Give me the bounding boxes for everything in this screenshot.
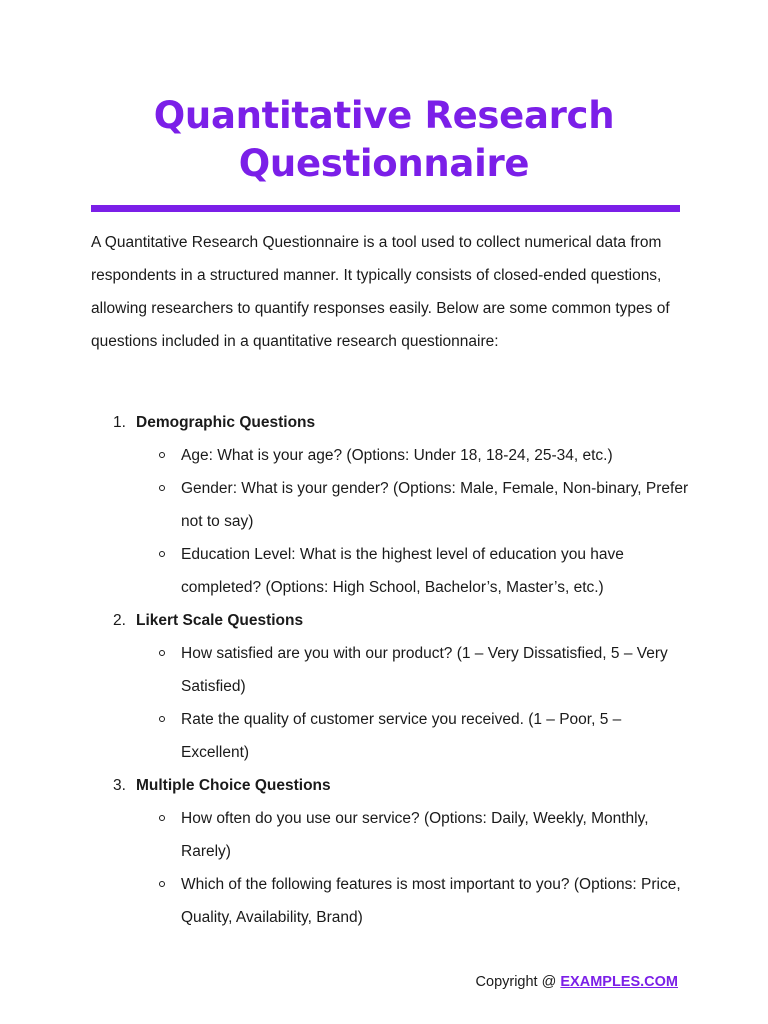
hollow-bullet-icon: [159, 551, 165, 557]
section-items: [91, 439, 691, 604]
examples-com-link[interactable]: EXAMPLES.COM: [560, 974, 678, 990]
list-item: [91, 439, 691, 472]
list-item: [91, 703, 691, 769]
section-items: [91, 802, 691, 934]
item-text: Rate the quality of customer service you received. (1 – Poor, 5 – Excellent): [181, 711, 622, 761]
section-number: 2.: [113, 612, 126, 629]
hollow-bullet-icon: [159, 716, 165, 722]
item-text: Education Level: What is the highest level of education you have completed? (Options: High School, Bachelor’s, Master’s, etc.): [181, 546, 624, 596]
section-number: 3.: [113, 777, 126, 794]
item-text: Gender: What is your gender? (Options: Male, Female, Non-binary, Prefer not to say): [181, 480, 689, 530]
section-heading: [91, 604, 691, 637]
section-items: [91, 637, 691, 769]
section-heading: [91, 769, 691, 802]
copyright-footer: [476, 971, 678, 993]
list-item: [91, 802, 691, 868]
item-text: How satisfied are you with our product? (1 – Very Dissatisfied, 5 – Very Satisfied): [181, 645, 668, 695]
section-title: Demographic Questions: [136, 414, 316, 431]
title-divider: [91, 205, 680, 212]
section-likert: [91, 604, 691, 769]
title-line-2: Questionnaire: [238, 142, 530, 185]
section-multiple-choice: [91, 769, 691, 934]
title-line-1: Quantitative Research: [153, 94, 615, 137]
item-text: Age: What is your age? (Options: Under 18, 18-24, 25-34, etc.): [181, 447, 613, 464]
section-demographic: [91, 406, 691, 604]
hollow-bullet-icon: [159, 485, 165, 491]
hollow-bullet-icon: [159, 452, 165, 458]
section-title: Likert Scale Questions: [136, 612, 304, 629]
section-title: Multiple Choice Questions: [136, 777, 331, 794]
hollow-bullet-icon: [159, 815, 165, 821]
question-type-list: [91, 406, 691, 934]
item-text: Which of the following features is most important to you? (Options: Price, Quality, Availability, Brand): [181, 876, 681, 926]
copyright-text: Copyright @: [475, 974, 561, 990]
page-title: [60, 92, 708, 188]
hollow-bullet-icon: [159, 881, 165, 887]
item-text: How often do you use our service? (Options: Daily, Weekly, Monthly, Rarely): [181, 810, 649, 860]
hollow-bullet-icon: [159, 650, 165, 656]
list-item: [91, 538, 691, 604]
list-item: [91, 868, 691, 934]
list-item: [91, 637, 691, 703]
section-heading: [91, 406, 691, 439]
intro-paragraph: A Quantitative Research Questionnaire is a tool used to collect numerical data from respondents in a structured manner. It typically consists of closed-ended questions, allowing researchers to quantify responses easily. Below are some common types of questions included in a quantitative research questionnaire:: [91, 234, 670, 350]
list-item: [91, 472, 691, 538]
section-number: 1.: [113, 414, 126, 431]
